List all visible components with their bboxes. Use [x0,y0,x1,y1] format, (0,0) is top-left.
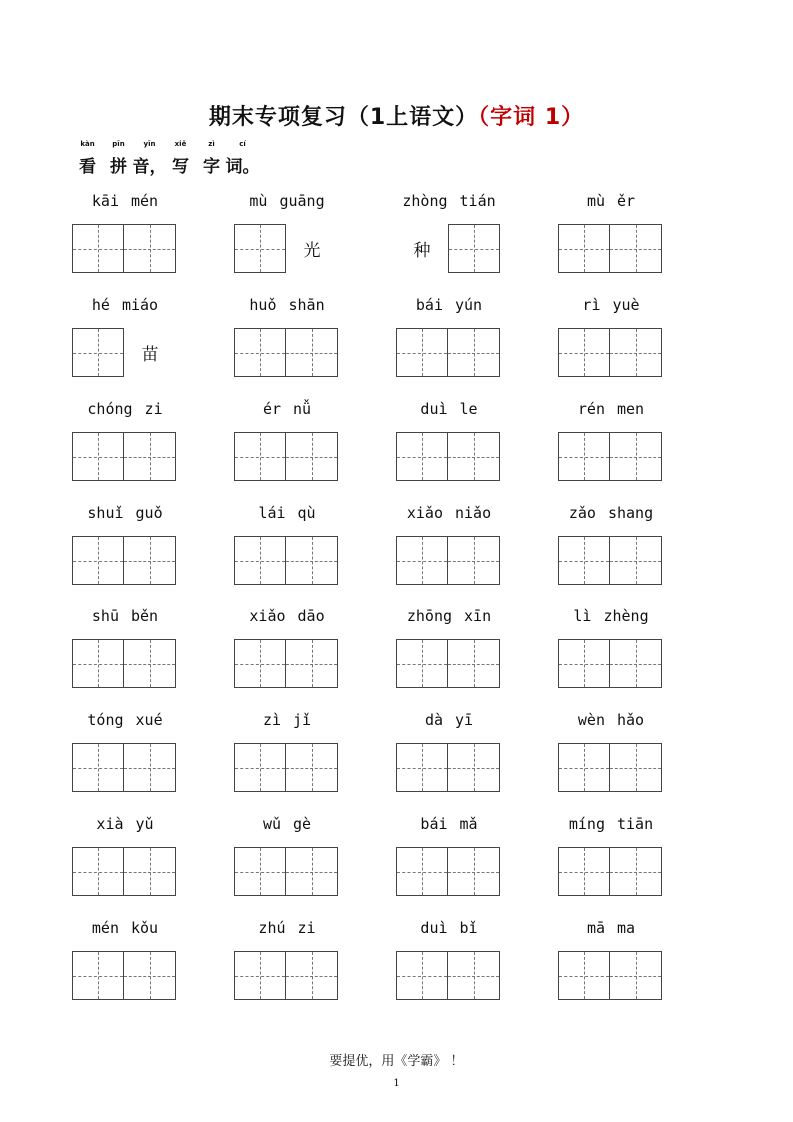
word-pinyin [234,296,340,316]
writing-box[interactable] [396,847,448,896]
title-main: 期末专项复习（1上语文） [208,105,479,130]
pinyin-syllable: tóng [87,711,124,729]
answer-slots [558,432,662,481]
pinyin-syllable: zhèng [603,607,649,625]
pinyin-syllable: tián [459,192,496,210]
pinyin-syllable: shuǐ [87,504,124,522]
word-pinyin [558,296,664,316]
word-pinyin [396,607,502,627]
pinyin-syllable: dāo [297,607,325,625]
instruction-pinyin: kàn [80,140,95,148]
answer-slots [234,224,338,273]
writing-box[interactable] [448,743,500,792]
word-pinyin [234,607,340,627]
answer-slots [234,639,338,688]
answer-slots [72,328,176,377]
pinyin-syllable: guāng [279,192,325,210]
writing-box[interactable] [448,847,500,896]
instruction-hanzi: 拼 [110,157,127,177]
writing-box[interactable] [234,536,286,585]
answer-slots [396,432,500,481]
answer-slots [234,847,338,896]
writing-box[interactable] [286,847,338,896]
writing-box[interactable] [72,847,124,896]
page-number: 1 [393,1078,400,1089]
answer-slots [396,224,500,273]
pinyin-syllable: yī [455,711,474,729]
writing-box[interactable] [124,743,176,792]
instruction-char [227,140,258,177]
writing-box[interactable] [286,951,338,1000]
pinyin-syllable: hǎo [617,711,645,729]
pinyin-syllable: rì [582,296,601,314]
pinyin-syllable: ma [617,919,636,937]
pinyin-syllable: zhōng [406,607,453,625]
answer-slots [72,951,176,1000]
pinyin-syllable: hé [91,296,110,314]
writing-box[interactable] [234,328,286,377]
instruction-char [165,140,196,177]
writing-box[interactable] [448,328,500,377]
answer-slots [396,328,500,377]
answer-slots [72,743,176,792]
pinyin-syllable: mén [131,192,159,210]
pinyin-syllable: zi [297,919,316,937]
pinyin-syllable: nǚ [293,400,312,418]
writing-box[interactable] [396,432,448,481]
writing-box[interactable] [558,432,610,481]
writing-box[interactable] [234,432,286,481]
pinyin-syllable: zì [262,711,281,729]
writing-box[interactable] [124,432,176,481]
pinyin-syllable: mǎ [459,815,478,833]
word-pinyin [396,815,502,835]
word-pinyin [72,815,178,835]
writing-box[interactable] [286,536,338,585]
pinyin-syllable: shang [607,504,654,522]
pinyin-syllable: xià [96,815,124,833]
writing-box[interactable] [558,224,610,273]
writing-box[interactable] [558,847,610,896]
writing-box[interactable] [124,847,176,896]
given-character: 光 [303,241,321,261]
pinyin-syllable: lì [573,607,592,625]
answer-slots [72,536,176,585]
writing-box[interactable] [234,951,286,1000]
pinyin-syllable: zhòng [402,192,448,210]
instruction-pinyin: zì [208,140,215,148]
pinyin-syllable: le [459,400,478,418]
word-pinyin [234,504,340,524]
writing-box[interactable] [72,951,124,1000]
pinyin-syllable: guǒ [135,504,163,522]
writing-box[interactable] [124,536,176,585]
writing-box[interactable] [124,224,176,273]
pinyin-syllable: bái [415,296,443,314]
answer-slots [234,432,338,481]
instruction-hanzi: 字 [203,157,220,177]
writing-box[interactable] [286,639,338,688]
pinyin-syllable: shān [288,296,325,314]
pinyin-syllable: ěr [617,192,636,210]
pinyin-syllable: ér [262,400,281,418]
writing-box[interactable] [610,639,662,688]
answer-slots [72,432,176,481]
pinyin-syllable: duì [420,400,448,418]
pinyin-syllable: mù [249,192,268,210]
answer-slots [72,847,176,896]
answer-slots [396,951,500,1000]
pinyin-syllable: wǔ [262,815,281,833]
answer-slots [234,328,338,377]
pinyin-syllable: mén [91,919,119,937]
word-pinyin [234,815,340,835]
writing-box[interactable] [396,951,448,1000]
pinyin-syllable: bǐ [459,919,478,937]
answer-slots [558,224,662,273]
writing-box[interactable] [610,847,662,896]
pinyin-syllable: běn [131,607,159,625]
writing-box[interactable] [72,432,124,481]
pinyin-syllable: míng [568,815,605,833]
word-pinyin [558,400,664,420]
writing-box[interactable] [72,639,124,688]
instruction-pinyin: xiě [174,140,187,148]
pinyin-syllable: miáo [121,296,159,314]
writing-box[interactable] [72,328,124,377]
pinyin-syllable: xiǎo [406,504,443,522]
writing-box[interactable] [558,328,610,377]
answer-slots [396,536,500,585]
word-pinyin [72,504,178,524]
word-pinyin [72,919,178,939]
answer-slots [558,847,662,896]
writing-box[interactable] [124,951,176,1000]
writing-box[interactable] [72,536,124,585]
word-pinyin [558,815,664,835]
pinyin-syllable: yún [455,296,483,314]
writing-box[interactable] [396,328,448,377]
writing-box[interactable] [234,847,286,896]
word-pinyin [72,192,178,212]
instruction-hanzi: 词。 [225,157,260,177]
footer-slogan: 要提优，用《学霸》 ！ [329,1054,464,1069]
pinyin-syllable: tiān [617,815,654,833]
writing-box[interactable] [396,743,448,792]
word-pinyin [234,711,340,731]
pinyin-syllable: niǎo [455,504,492,522]
pinyin-syllable: yuè [612,296,640,314]
writing-box[interactable] [286,328,338,377]
pinyin-syllable: gè [293,815,312,833]
pinyin-syllable: shū [91,607,119,625]
writing-box[interactable] [558,743,610,792]
answer-slots [396,639,500,688]
writing-box[interactable] [286,743,338,792]
pinyin-syllable: dà [424,711,443,729]
instruction-char [103,140,134,177]
writing-box[interactable] [448,536,500,585]
writing-box[interactable] [286,432,338,481]
pinyin-syllable: lái [258,504,286,522]
word-pinyin [396,919,502,939]
writing-box[interactable] [396,536,448,585]
answer-slots [558,328,662,377]
writing-box[interactable] [558,951,610,1000]
word-pinyin [72,296,178,316]
instruction-hanzi: 看 [79,157,96,177]
instruction-pinyin: yīn [143,140,156,148]
word-pinyin [396,400,502,420]
writing-box[interactable] [234,224,286,273]
page-title [0,100,793,131]
word-pinyin [396,504,502,524]
answer-slots [558,743,662,792]
word-pinyin [558,504,664,524]
word-pinyin [558,711,664,731]
pinyin-syllable: mù [586,192,605,210]
writing-box[interactable] [610,743,662,792]
writing-box[interactable] [124,639,176,688]
word-pinyin [72,400,178,420]
answer-slots [234,743,338,792]
word-pinyin [396,192,502,212]
pinyin-syllable: qù [297,504,316,522]
word-pinyin [234,919,340,939]
instruction-pinyin: pīn [112,140,125,148]
instruction [72,140,258,177]
writing-box[interactable] [72,224,124,273]
writing-box[interactable] [234,743,286,792]
answer-slots [558,536,662,585]
writing-box[interactable] [610,536,662,585]
pinyin-syllable: huǒ [249,296,277,314]
answer-slots [72,224,176,273]
writing-box[interactable] [558,639,610,688]
writing-box[interactable] [448,951,500,1000]
title-accent: （字词 1） [478,105,585,130]
pinyin-syllable: yǔ [135,815,154,833]
answer-slots [396,847,500,896]
writing-box[interactable] [558,536,610,585]
answer-slots [234,951,338,1000]
word-pinyin [396,296,502,316]
writing-box[interactable] [234,639,286,688]
pinyin-syllable: bái [420,815,448,833]
pinyin-syllable: kāi [91,192,119,210]
pinyin-syllable: wèn [577,711,605,729]
pinyin-syllable: kǒu [131,919,159,937]
pinyin-syllable: duì [420,919,448,937]
instruction-hanzi: 音， [132,157,167,177]
given-character: 种 [413,241,431,261]
writing-box[interactable] [610,328,662,377]
answer-slots [396,743,500,792]
word-pinyin [72,607,178,627]
pinyin-syllable: xiǎo [249,607,286,625]
writing-box[interactable] [448,432,500,481]
pinyin-syllable: chóng [87,400,133,418]
word-pinyin [558,919,664,939]
writing-box[interactable] [448,224,500,273]
instruction-char [196,140,227,177]
instruction-char [72,140,103,177]
writing-box[interactable] [610,224,662,273]
pinyin-syllable: jǐ [293,711,312,729]
pinyin-syllable: xīn [464,607,492,625]
writing-box[interactable] [72,743,124,792]
pinyin-syllable: xué [135,711,163,729]
pinyin-syllable: rén [577,400,605,418]
word-pinyin [396,711,502,731]
writing-box[interactable] [610,951,662,1000]
word-pinyin [234,192,340,212]
answer-slots [72,639,176,688]
word-pinyin [558,607,664,627]
pinyin-syllable: zǎo [568,504,596,522]
answer-slots [558,639,662,688]
instruction-char [134,140,165,177]
instruction-pinyin: cí [239,140,246,148]
given-character: 苗 [141,345,159,365]
answer-slots [234,536,338,585]
writing-box[interactable] [396,639,448,688]
word-pinyin [234,400,340,420]
writing-box[interactable] [448,639,500,688]
pinyin-syllable: mā [586,919,605,937]
word-pinyin [72,711,178,731]
pinyin-syllable: men [617,400,645,418]
pinyin-syllable: zi [144,400,163,418]
writing-box[interactable] [610,432,662,481]
instruction-hanzi: 写 [172,157,189,177]
answer-slots [558,951,662,1000]
pinyin-syllable: zhú [258,919,286,937]
word-pinyin [558,192,664,212]
